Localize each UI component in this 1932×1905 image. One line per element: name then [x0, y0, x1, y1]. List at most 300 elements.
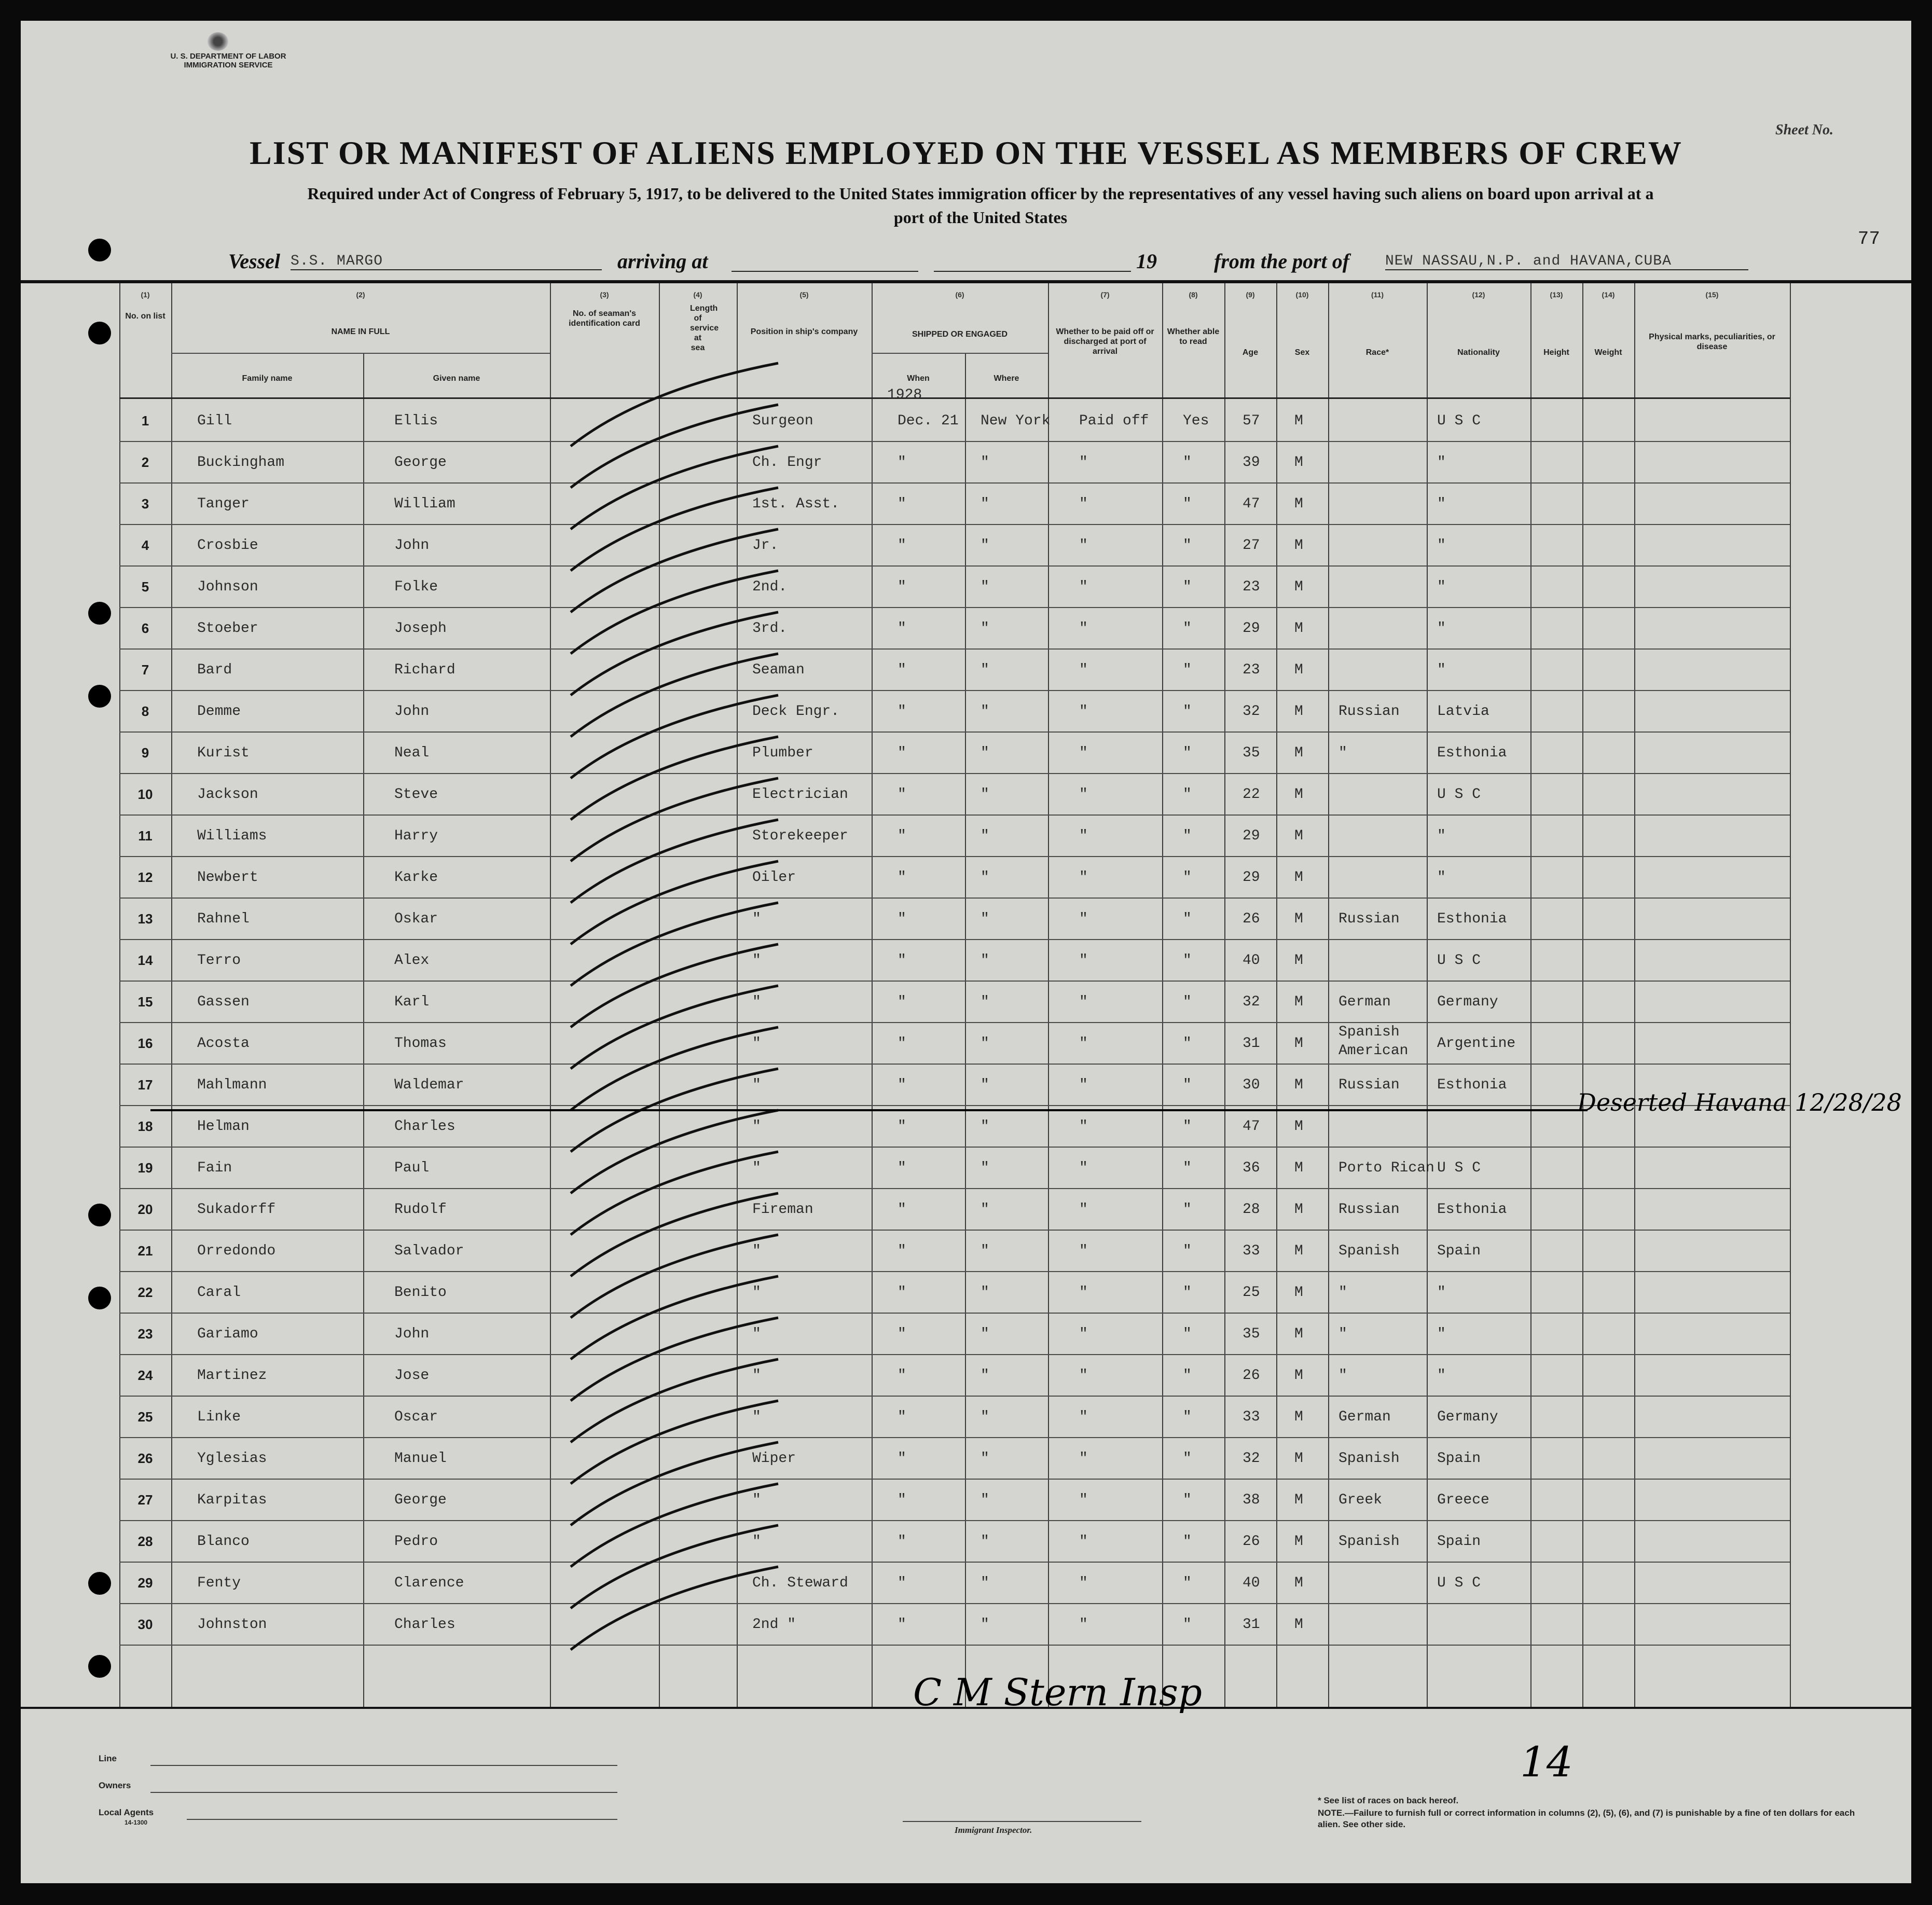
cell-paid: "	[1079, 496, 1088, 512]
cell-given: Oscar	[394, 1409, 438, 1425]
col10-number: (10)	[1295, 291, 1309, 299]
cell-when: "	[898, 620, 906, 637]
punch-hole	[88, 1287, 111, 1309]
cell-age: 26	[1243, 1534, 1260, 1550]
row-number: 11	[138, 828, 153, 844]
cell-where: New York	[981, 413, 1051, 429]
cell-age: 26	[1243, 1368, 1260, 1384]
cell-family: Gassen	[197, 994, 250, 1010]
cell-age: 40	[1243, 953, 1260, 969]
punch-hole	[88, 1204, 111, 1226]
cell-nationality: Spain	[1437, 1534, 1481, 1550]
row-number: 17	[137, 1077, 153, 1093]
cell-read: "	[1183, 1368, 1192, 1384]
cell-position: 2nd.	[752, 579, 788, 595]
col5-number: (5)	[799, 291, 809, 299]
row-number: 7	[141, 662, 149, 678]
cell-given: John	[394, 703, 430, 720]
cell-family: Acosta	[197, 1036, 250, 1052]
cell-sex: M	[1294, 1243, 1303, 1259]
cell-read: Yes	[1183, 413, 1209, 429]
row-divider	[119, 1313, 1790, 1314]
col13-number: (13)	[1550, 291, 1563, 299]
col6-header: SHIPPED OR ENGAGED	[912, 330, 1008, 339]
column-divider	[1427, 283, 1428, 1707]
cell-given: Karl	[394, 994, 430, 1010]
row-divider	[119, 524, 1790, 525]
cell-position: Oiler	[752, 869, 796, 886]
cell-age: 29	[1243, 828, 1260, 844]
column-divider	[1224, 283, 1225, 1707]
col10-header: Sex	[1294, 348, 1310, 357]
row-divider	[119, 898, 1790, 899]
row-number: 28	[137, 1534, 153, 1549]
cell-when: "	[898, 786, 906, 803]
cell-read: "	[1183, 1575, 1192, 1591]
cell-read: "	[1183, 620, 1192, 637]
department-heading	[125, 52, 332, 70]
cell-race: Russian	[1338, 703, 1400, 720]
cell-position: Ch. Steward	[752, 1575, 848, 1591]
cell-position: Electrician	[752, 786, 848, 803]
cell-age: 29	[1243, 869, 1260, 886]
cell-position: "	[752, 994, 761, 1010]
cell-nationality: Greece	[1437, 1492, 1489, 1508]
cell-family: Yglesias	[197, 1451, 267, 1467]
cell-age: 32	[1243, 994, 1260, 1010]
cell-given: William	[394, 496, 456, 512]
cell-sex: M	[1294, 703, 1303, 720]
cell-sex: M	[1294, 1451, 1303, 1467]
cell-read: "	[1183, 994, 1192, 1010]
cell-when: "	[898, 994, 906, 1010]
cell-nationality: "	[1437, 454, 1446, 471]
footer-mark: 14	[1520, 1738, 1573, 1786]
cell-family: Rahnel	[197, 911, 250, 927]
cell-sex: M	[1294, 1492, 1303, 1508]
inspector-line	[903, 1821, 1141, 1822]
cell-read: "	[1183, 662, 1192, 678]
col9-header: Age	[1242, 348, 1259, 357]
row-divider	[119, 1479, 1790, 1480]
column-divider	[1530, 283, 1531, 1707]
cell-position: Surgeon	[752, 413, 813, 429]
cell-position: Fireman	[752, 1202, 813, 1218]
cell-position: "	[752, 1119, 761, 1135]
cell-sex: M	[1294, 1119, 1303, 1135]
cell-read: "	[1183, 454, 1192, 471]
row-divider	[119, 482, 1790, 484]
row-divider	[119, 1271, 1790, 1272]
col8-number: (8)	[1189, 291, 1198, 299]
owners-label: Owners	[99, 1780, 131, 1790]
cell-nationality: "	[1437, 1368, 1446, 1384]
cell-position: Ch. Engr	[752, 454, 822, 471]
cell-when: "	[898, 1575, 906, 1591]
cell-where: "	[981, 828, 989, 844]
cell-position: "	[752, 1036, 761, 1052]
cell-age: 36	[1243, 1160, 1260, 1176]
inspector-label: Immigrant Inspector.	[955, 1825, 1032, 1835]
row-divider	[119, 1562, 1790, 1563]
from-port-value: NEW NASSAU,N.P. and HAVANA,CUBA	[1385, 253, 1748, 270]
cell-family: Helman	[197, 1119, 250, 1135]
cell-family: Caral	[197, 1285, 241, 1301]
arriving-label: arriving at	[617, 250, 708, 273]
cell-given: Thomas	[394, 1036, 447, 1052]
col3-number: (3)	[600, 291, 609, 299]
cell-given: Harry	[394, 828, 438, 844]
cell-position: "	[752, 1285, 761, 1301]
cell-race: German	[1338, 1409, 1391, 1425]
row-number: 10	[137, 786, 153, 802]
row-divider	[119, 690, 1790, 691]
cell-nationality: Spain	[1437, 1243, 1481, 1259]
date-blank	[934, 270, 1131, 272]
cell-family: Williams	[197, 828, 267, 844]
cell-given: George	[394, 454, 447, 471]
cell-family: Johnson	[197, 579, 258, 595]
cell-nationality: Latvia	[1437, 703, 1489, 720]
cell-given: Clarence	[394, 1575, 464, 1591]
seal-icon	[208, 32, 228, 51]
row-number: 4	[141, 537, 149, 553]
cell-when: "	[898, 745, 906, 761]
cell-given: Benito	[394, 1285, 447, 1301]
cell-paid: "	[1079, 745, 1088, 761]
cell-paid: "	[1079, 1492, 1088, 1508]
row-divider	[119, 981, 1790, 982]
cell-read: "	[1183, 786, 1192, 803]
cell-read: "	[1183, 1617, 1192, 1633]
cell-family: Mahlmann	[197, 1077, 267, 1093]
cell-position: 2nd "	[752, 1617, 796, 1633]
row-divider	[119, 1603, 1790, 1604]
cell-when: "	[898, 703, 906, 720]
cell-where: "	[981, 1451, 989, 1467]
cell-age: 38	[1243, 1492, 1260, 1508]
cell-where: "	[981, 1368, 989, 1384]
col6-number: (6)	[955, 291, 964, 299]
cell-nationality: Germany	[1437, 1409, 1498, 1425]
cell-sex: M	[1294, 1368, 1303, 1384]
cell-where: "	[981, 1036, 989, 1052]
cell-when: "	[898, 1243, 906, 1259]
cell-when: "	[898, 1036, 906, 1052]
cell-sex: M	[1294, 1202, 1303, 1218]
cell-when: "	[898, 1534, 906, 1550]
cell-nationality: Esthonia	[1437, 1202, 1507, 1218]
row-divider	[119, 1064, 1790, 1065]
cell-nationality: "	[1437, 1326, 1446, 1342]
cell-race: Spanish American	[1338, 1024, 1409, 1059]
cell-sex: M	[1294, 1534, 1303, 1550]
cell-paid: "	[1079, 1202, 1088, 1218]
cell-race: German	[1338, 994, 1391, 1010]
cell-paid: "	[1079, 1326, 1088, 1342]
cell-family: Gariamo	[197, 1326, 258, 1342]
col2-family-header: Family name	[242, 374, 293, 383]
row-divider	[119, 1022, 1790, 1023]
cell-age: 33	[1243, 1409, 1260, 1425]
cell-given: Folke	[394, 579, 438, 595]
cell-family: Karpitas	[197, 1492, 267, 1508]
cell-where: "	[981, 869, 989, 886]
cell-paid: "	[1079, 1451, 1088, 1467]
cell-where: "	[981, 1077, 989, 1093]
row-divider	[119, 1645, 1790, 1646]
punch-hole	[88, 602, 111, 625]
form-title: LIST OR MANIFEST OF ALIENS EMPLOYED ON THE VESSEL AS MEMBERS OF CREW	[250, 134, 1682, 171]
cell-age: 32	[1243, 1451, 1260, 1467]
cell-position: "	[752, 1534, 761, 1550]
cell-read: "	[1183, 869, 1192, 886]
column-divider	[1048, 283, 1049, 1707]
cell-nationality: Esthonia	[1437, 745, 1507, 761]
col12-header: Nationality	[1457, 348, 1500, 357]
column-divider	[1328, 283, 1329, 1707]
row-divider	[119, 1105, 1790, 1106]
cell-position: "	[752, 953, 761, 969]
cell-race: "	[1338, 1285, 1347, 1301]
col14-header: Weight	[1594, 348, 1622, 357]
header-subrule	[171, 353, 550, 354]
cell-race: Russian	[1338, 1202, 1400, 1218]
cell-position: "	[752, 1077, 761, 1093]
cell-paid: "	[1079, 994, 1088, 1010]
cell-age: 57	[1243, 413, 1260, 429]
cell-age: 35	[1243, 1326, 1260, 1342]
col12-number: (12)	[1472, 291, 1485, 299]
header-bottom-rule	[119, 397, 1790, 399]
cell-position: Jr.	[752, 537, 779, 554]
cell-nationality: Spain	[1437, 1451, 1481, 1467]
cell-given: Charles	[394, 1119, 456, 1135]
cell-when: "	[898, 911, 906, 927]
column-divider	[1276, 283, 1277, 1707]
local-agents-label: Local Agents	[99, 1807, 154, 1817]
cell-nationality: U S C	[1437, 1575, 1481, 1591]
cell-nationality: "	[1437, 869, 1446, 886]
row-number: 30	[137, 1617, 153, 1632]
cell-where: "	[981, 953, 989, 969]
cell-where: "	[981, 620, 989, 637]
col13-header: Height	[1543, 348, 1569, 357]
row-divider	[119, 939, 1790, 940]
cell-age: 31	[1243, 1036, 1260, 1052]
department-name: U. S. DEPARTMENT OF LABOR	[170, 52, 286, 61]
cell-sex: M	[1294, 1409, 1303, 1425]
row-divider	[119, 773, 1790, 774]
cell-where: "	[981, 1534, 989, 1550]
cell-age: 47	[1243, 1119, 1260, 1135]
penalty-note: NOTE.—Failure to furnish full or correct information in columns (2), (5), (6), and (7) is punishable by a fine of ten dollars for each alien. See other side.	[1318, 1808, 1855, 1829]
cell-when: "	[898, 537, 906, 554]
cell-age: 39	[1243, 454, 1260, 471]
cell-nationality: Esthonia	[1437, 911, 1507, 927]
cell-read: "	[1183, 828, 1192, 844]
cell-family: Martinez	[197, 1368, 267, 1384]
cell-read: "	[1183, 1451, 1192, 1467]
form-subtitle	[125, 182, 1837, 229]
punch-hole	[88, 1655, 111, 1678]
cell-age: 31	[1243, 1617, 1260, 1633]
cell-read: "	[1183, 1119, 1192, 1135]
cell-where: "	[981, 1202, 989, 1218]
service-name: IMMIGRATION SERVICE	[184, 61, 273, 70]
cell-position: 3rd.	[752, 620, 788, 637]
cell-where: "	[981, 662, 989, 678]
from-port-label: from the port of	[1214, 250, 1350, 273]
cell-given: George	[394, 1492, 447, 1508]
cell-family: Fenty	[197, 1575, 241, 1591]
cell-paid: "	[1079, 662, 1088, 678]
cell-family: Stoeber	[197, 620, 258, 637]
row-divider	[119, 1188, 1790, 1189]
cell-sex: M	[1294, 1326, 1303, 1342]
row-number: 1	[141, 413, 149, 429]
cell-when: "	[898, 579, 906, 595]
cell-where: "	[981, 1243, 989, 1259]
cell-family: Sukadorff	[197, 1202, 276, 1218]
cell-read: "	[1183, 745, 1192, 761]
cell-where: "	[981, 1492, 989, 1508]
row-divider	[119, 815, 1790, 816]
cell-age: 33	[1243, 1243, 1260, 1259]
row-divider	[119, 648, 1790, 650]
pen-stroke	[571, 1567, 778, 1650]
cell-given: John	[394, 537, 430, 554]
cell-nationality: U S C	[1437, 786, 1481, 803]
cell-given: Richard	[394, 662, 456, 678]
col15-header: Physical marks, peculiarities, or disease	[1649, 333, 1775, 351]
cell-nationality: "	[1437, 537, 1446, 554]
cell-race: "	[1338, 1326, 1347, 1342]
cell-nationality: Esthonia	[1437, 1077, 1507, 1093]
col1-number: (1)	[141, 291, 150, 299]
table-top-border	[21, 280, 1911, 283]
cell-nationality: U S C	[1437, 413, 1481, 429]
form-number: 14-1300	[125, 1819, 148, 1826]
manifest-sheet	[21, 21, 1911, 1883]
row-number: 20	[137, 1202, 153, 1217]
page-number: 77	[1857, 228, 1880, 250]
col3-header: No. of seaman's identification card	[569, 309, 640, 328]
cell-read: "	[1183, 1036, 1192, 1052]
row-number: 26	[137, 1451, 153, 1466]
col4-number: (4)	[693, 291, 702, 299]
deserted-annotation: Deserted Havana 12/28/28	[1577, 1088, 1902, 1116]
cell-position: "	[752, 1409, 761, 1425]
cell-age: 22	[1243, 786, 1260, 803]
cell-given: Joseph	[394, 620, 447, 637]
cell-read: "	[1183, 953, 1192, 969]
cell-paid: "	[1079, 454, 1088, 471]
col7-header: Whether to be paid off or discharged at port of arrival	[1056, 327, 1154, 356]
cell-paid: "	[1079, 1077, 1088, 1093]
row-number: 24	[137, 1368, 153, 1383]
cell-when: "	[898, 828, 906, 844]
cell-when: "	[898, 1451, 906, 1467]
cell-when: "	[898, 1326, 906, 1342]
row-number: 14	[137, 953, 153, 968]
vessel-value: S.S. MARGO	[291, 253, 602, 270]
cell-paid: "	[1079, 1368, 1088, 1384]
cell-race: Spanish	[1338, 1243, 1400, 1259]
col15-number: (15)	[1705, 291, 1719, 299]
cell-where: "	[981, 1119, 989, 1135]
cell-sex: M	[1294, 620, 1303, 637]
row-number: 16	[137, 1036, 153, 1051]
cell-race: Spanish	[1338, 1534, 1400, 1550]
cell-sex: M	[1294, 1617, 1303, 1633]
row-divider	[119, 1230, 1790, 1231]
cell-age: 25	[1243, 1285, 1260, 1301]
cell-read: "	[1183, 496, 1192, 512]
cell-given: Neal	[394, 745, 430, 761]
row-divider	[119, 565, 1790, 567]
row-number: 5	[141, 579, 149, 595]
col11-number: (11)	[1371, 291, 1384, 299]
line-blank	[150, 1765, 617, 1766]
cell-paid: "	[1079, 1160, 1088, 1176]
column-divider	[1634, 283, 1635, 1707]
cell-read: "	[1183, 703, 1192, 720]
cell-when: "	[898, 1617, 906, 1633]
cell-paid: "	[1079, 1534, 1088, 1550]
cell-given: Ellis	[394, 413, 438, 429]
row-divider	[119, 607, 1790, 608]
cell-given: Paul	[394, 1160, 430, 1176]
cell-sex: M	[1294, 413, 1303, 429]
line-label: Line	[99, 1754, 117, 1763]
cell-sex: M	[1294, 911, 1303, 927]
cell-paid: "	[1079, 1617, 1088, 1633]
cell-family: Buckingham	[197, 454, 285, 471]
cell-when: "	[898, 869, 906, 886]
pen-strokes	[540, 311, 955, 1681]
cell-age: 29	[1243, 620, 1260, 637]
cell-read: "	[1183, 1160, 1192, 1176]
cell-paid: "	[1079, 1409, 1088, 1425]
cell-when: "	[898, 1409, 906, 1425]
cell-where: "	[981, 496, 989, 512]
cell-sex: M	[1294, 579, 1303, 595]
row-divider	[119, 1147, 1790, 1148]
cell-position: Wiper	[752, 1451, 796, 1467]
cell-race: Russian	[1338, 911, 1400, 927]
cell-nationality: Germany	[1437, 994, 1498, 1010]
cell-family: Kurist	[197, 745, 250, 761]
cell-paid: "	[1079, 953, 1088, 969]
cell-given: Karke	[394, 869, 438, 886]
cell-position: 1st. Asst.	[752, 496, 840, 512]
row-divider	[119, 441, 1790, 442]
cell-family: Terro	[197, 953, 241, 969]
cell-when: "	[898, 1285, 906, 1301]
column-divider	[1582, 283, 1583, 1707]
cell-family: Tanger	[197, 496, 250, 512]
row-number: 15	[137, 994, 153, 1010]
cell-age: 35	[1243, 745, 1260, 761]
cell-where: "	[981, 786, 989, 803]
cell-family: Linke	[197, 1409, 241, 1425]
row-number: 21	[137, 1243, 153, 1259]
column-divider	[119, 283, 120, 1707]
cell-sex: M	[1294, 454, 1303, 471]
cell-position: "	[752, 1368, 761, 1384]
inspector-signature: C M Stern Insp	[913, 1671, 1202, 1714]
